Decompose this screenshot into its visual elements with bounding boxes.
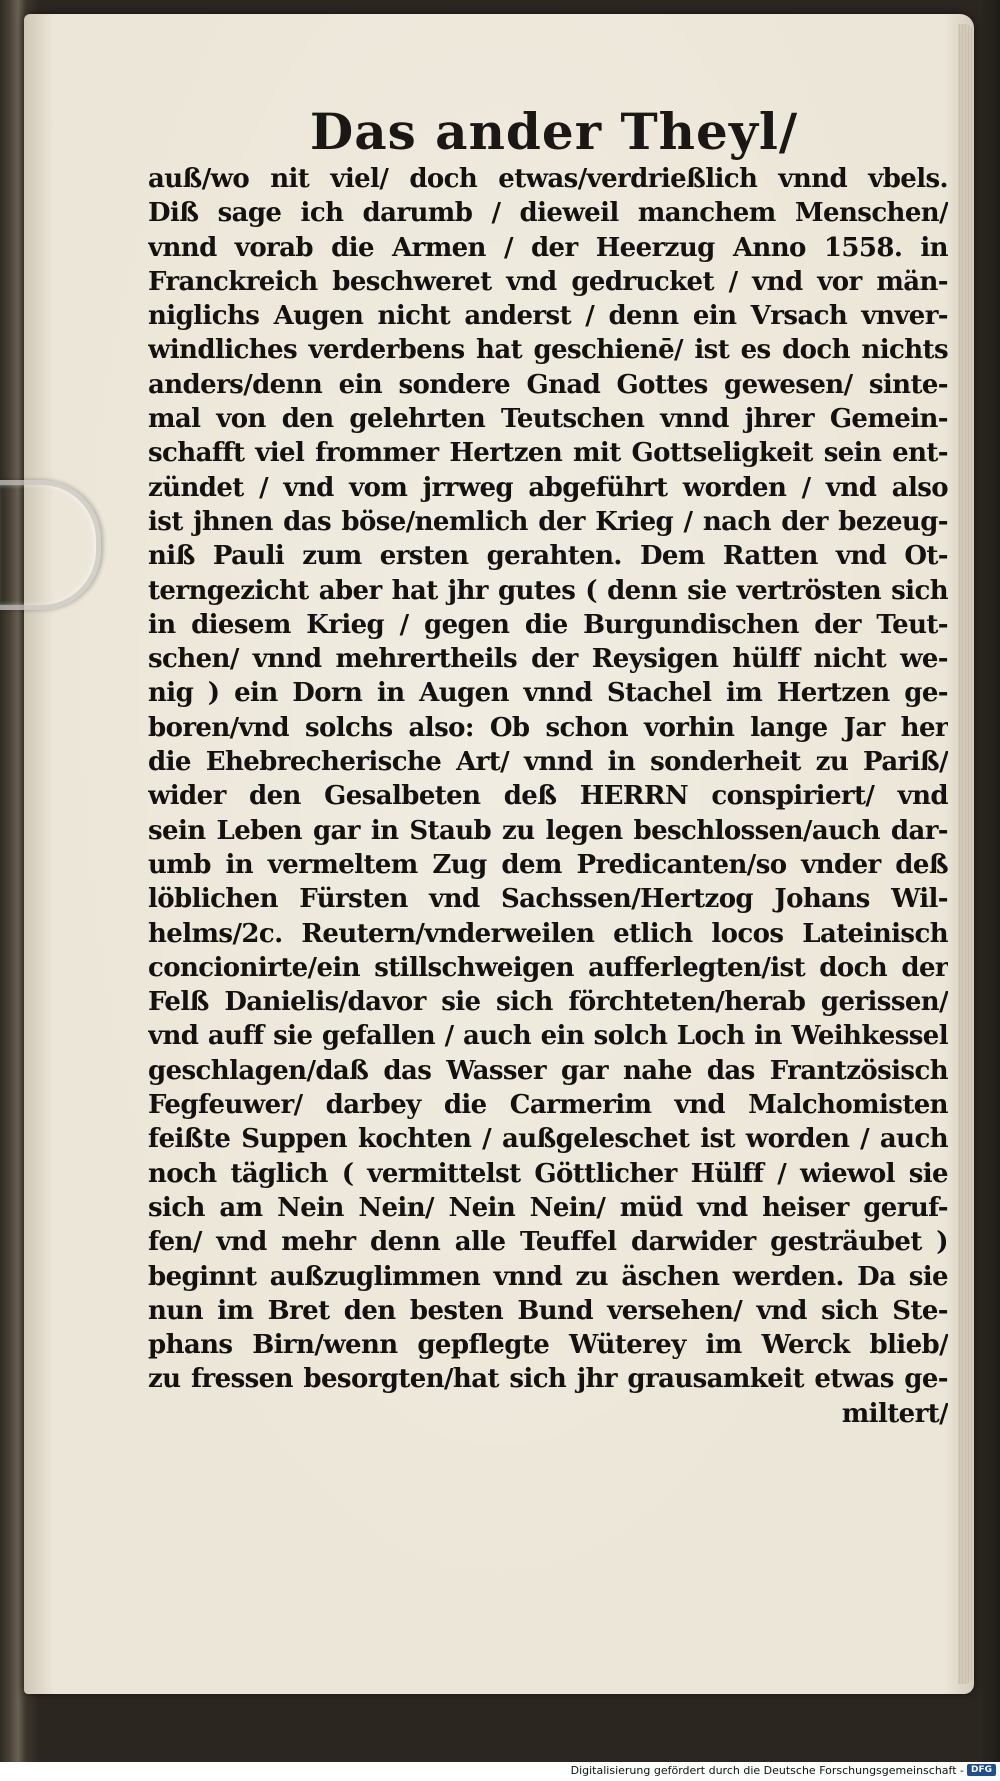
text-line: sein Leben gar in Staub zu legen beschlossen/auch dar- <box>148 815 948 846</box>
dfg-logo: DFG <box>967 1764 996 1776</box>
text-line: vnnd vorab die Armen / der Heerzug Anno 1558. in <box>148 232 948 263</box>
text-line: zündet / vnd vom jrrweg abgeführt worden / vnd also <box>148 472 948 503</box>
text-line: niß Pauli zum ersten gerahten. Dem Ratten vnd Ot- <box>148 541 948 572</box>
text-line: wider den Gesalbeten deß HERRN conspiriert/ vnd <box>148 781 948 812</box>
digitization-credit: Digitalisierung gefördert durch die Deutsche Forschungsgemeinschaft - <box>570 1764 964 1777</box>
text-line: anders/denn ein sondere Gnad Gottes gewesen/ sinte- <box>148 369 948 400</box>
text-line: schafft viel frommer Hertzen mit Gottseligkeit sein ent- <box>148 438 948 469</box>
text-line: Franckreich beschweret vnd gedrucket / vnd vor män- <box>148 266 948 297</box>
text-line: löblichen Fürsten vnd Sachssen/Hertzog Johans Wil- <box>148 884 948 915</box>
text-line: niglichs Augen nicht anderst / denn ein Vrsach vnver- <box>148 301 948 332</box>
page-edge <box>958 24 974 1684</box>
text-line: boren/vnd solchs also: Ob schon vorhin lange Jar her <box>148 712 948 743</box>
text-line: phans Birn/wenn gepflegte Wüterey im Werck blieb/ <box>148 1330 948 1361</box>
running-header <box>24 102 974 161</box>
text-line: windliches verderbens hat geschienē/ ist es doch nichts <box>148 335 948 366</box>
text-line: geschlagen/daß das Wasser gar nahe das Frantzösisch <box>148 1055 948 1086</box>
text-line: die Ehebrecherische Art/ vnnd in sonderheit zu Pariß/ <box>148 747 948 778</box>
text-line: beginnt außzuglimmen vnnd zu äschen werden. Da sie <box>148 1261 948 1292</box>
text-line: helms/2c. Reutern/vnderweilen etlich locos Lateinisch <box>148 918 948 949</box>
text-line: in diesem Krieg / gegen die Burgundischen der Teut- <box>148 609 948 640</box>
text-line: Diß sage ich darumb / dieweil manchem Menschen/ <box>148 198 948 229</box>
text-line: nun im Bret den besten Bund versehen/ vnd sich Ste- <box>148 1295 948 1326</box>
text-line: fen/ vnd mehr denn alle Teuffel darwider gesträubet ) <box>148 1227 948 1258</box>
text-line: Felß Danielis/davor sie sich förchteten/herab gerissen/ <box>148 987 948 1018</box>
book-page <box>24 14 974 1694</box>
text-line: umb in vermeltem Zug dem Predicanten/so vnder deß <box>148 849 948 880</box>
running-title: Das ander Theyl/ <box>309 102 799 161</box>
text-line: noch täglich ( vermittelst Göttlicher Hülff / wiewol sie <box>148 1158 948 1189</box>
book-clip <box>0 480 101 610</box>
text-line: zu fressen besorgten/hat sich jhr grausamkeit etwas ge- <box>148 1364 948 1395</box>
text-line: schen/ vnnd mehrertheils der Reysigen hülff nicht we- <box>148 644 948 675</box>
body-text <box>148 162 948 1431</box>
text-line: nig ) ein Dorn in Augen vnnd Stachel im Hertzen ge- <box>148 678 948 709</box>
text-line: concionirte/ein stillschweigen aufferlegten/ist doch der <box>148 952 948 983</box>
text-line: sich am Nein Nein/ Nein Nein/ müd vnd heiser geruf- <box>148 1192 948 1223</box>
text-line: miltert/ <box>841 1398 948 1429</box>
text-line: Fegfeuwer/ darbey die Carmerim vnd Malchomisten <box>148 1090 948 1121</box>
text-line: terngezicht aber hat jhr gutes ( denn sie vertrösten sich <box>148 575 948 606</box>
text-line: auß/wo nit viel/ doch etwas/verdrießlich vnnd vbels. <box>148 164 948 194</box>
text-line: ist jhnen das böse/nemlich der Krieg / nach der bezeug- <box>148 506 948 537</box>
text-line: mal von den gelehrten Teutschen vnnd jhrer Gemein- <box>148 404 948 435</box>
text-line: vnd auff sie gefallen / auch ein solch Loch in Weihkessel <box>148 1021 948 1052</box>
text-line: feißte Suppen kochten / außgeleschet ist worden / auch <box>148 1124 948 1155</box>
